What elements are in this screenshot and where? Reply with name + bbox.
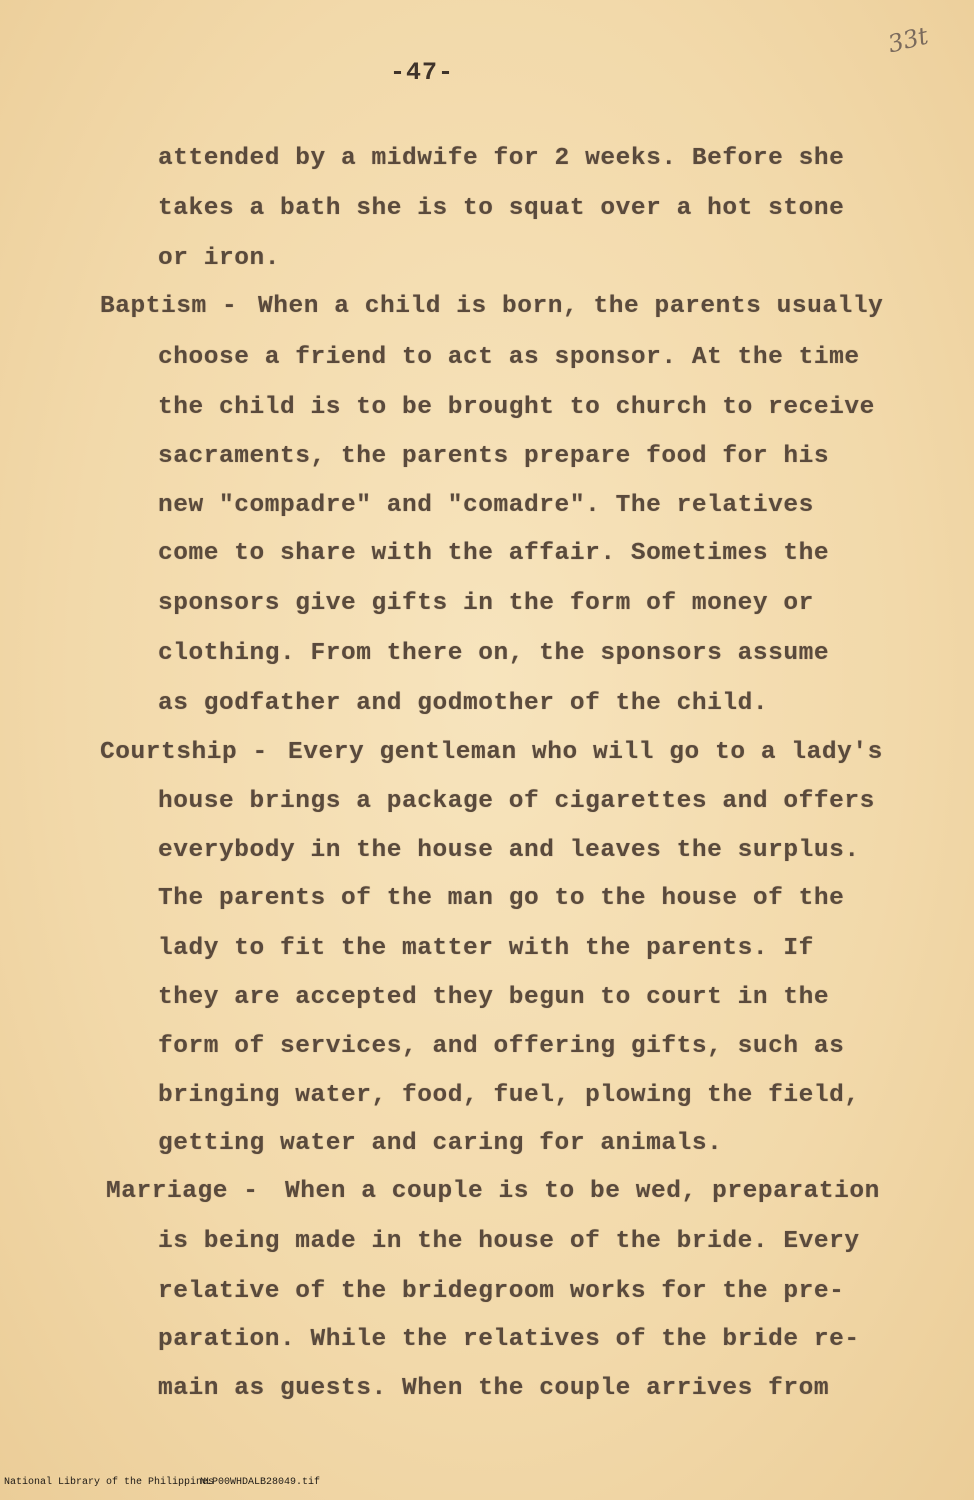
text-line: When a child is born, the parents usually [258, 293, 884, 320]
text-line: or iron. [158, 245, 281, 272]
text-line: come to share with the affair. Sometimes the [158, 540, 830, 567]
text-line: paration. While the relatives of the bride re- [158, 1326, 860, 1353]
text-line: The parents of the man go to the house of the [158, 885, 845, 912]
text-line: relative of the bridegroom works for the pre- [158, 1278, 845, 1305]
text-line: sacraments, the parents prepare food for his [158, 443, 830, 470]
text-line: attended by a midwife for 2 weeks. Before she [158, 145, 845, 172]
text-line: house brings a package of cigarettes and offers [158, 788, 875, 815]
text-line: getting water and caring for animals. [158, 1130, 723, 1157]
text-line: sponsors give gifts in the form of money or [158, 590, 814, 617]
text-line: form of services, and offering gifts, such as [158, 1033, 845, 1060]
text-line: everybody in the house and leaves the surplus. [158, 837, 860, 864]
handwritten-page-mark: 33t [885, 21, 931, 59]
footer-source: National Library of the Philippines [4, 1477, 215, 1488]
text-line: new "compadre" and "comadre". The relatives [158, 492, 814, 519]
text-line: bringing water, food, fuel, plowing the field, [158, 1082, 860, 1109]
text-line: main as guests. When the couple arrives from [158, 1375, 830, 1402]
text-line: clothing. From there on, the sponsors assume [158, 640, 830, 667]
text-line: takes a bath she is to squat over a hot stone [158, 195, 845, 222]
text-line: choose a friend to act as sponsor. At the time [158, 344, 860, 371]
text-line: is being made in the house of the bride. Every [158, 1228, 860, 1255]
section-term-marriage: Marriage - [106, 1178, 259, 1205]
text-line: the child is to be brought to church to receive [158, 394, 875, 421]
footer-filename: NLP00WHDALB28049.tif [200, 1477, 321, 1488]
section-term-baptism: Baptism - [100, 293, 238, 320]
section-term-courtship: Courtship - [100, 739, 268, 766]
text-line: When a couple is to be wed, preparation [285, 1178, 880, 1205]
text-line: lady to fit the matter with the parents. If [158, 935, 814, 962]
page-number: -47- [390, 58, 455, 87]
text-line: they are accepted they begun to court in the [158, 984, 830, 1011]
text-line: as godfather and godmother of the child. [158, 690, 769, 717]
text-line: Every gentleman who will go to a lady's [288, 739, 883, 766]
